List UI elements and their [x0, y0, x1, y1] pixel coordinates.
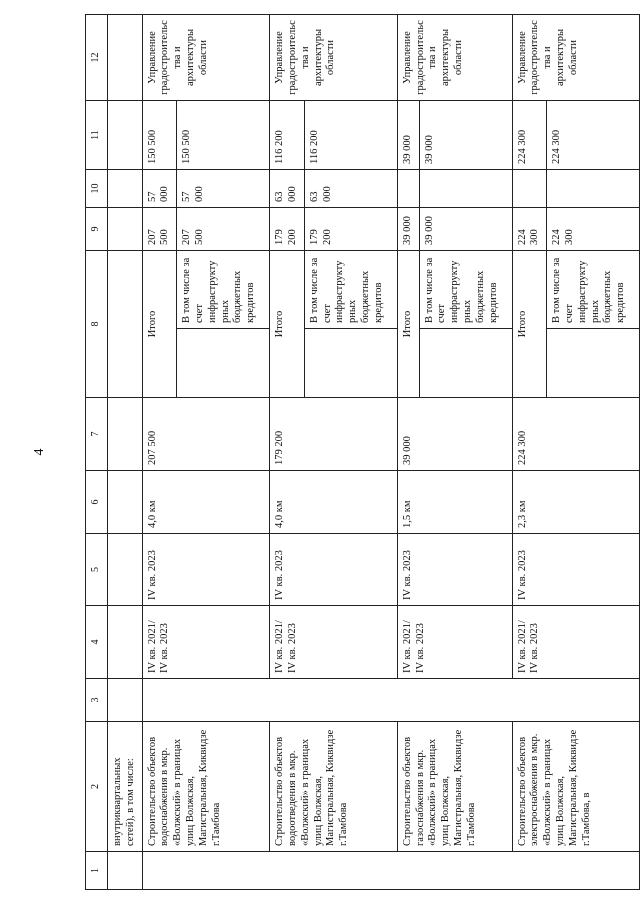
table-row [512, 15, 547, 890]
column-number-row [86, 15, 108, 890]
row-total-col10 [397, 170, 419, 208]
table-row [270, 15, 305, 890]
row-completion: IV кв. 2023 [397, 534, 512, 606]
row-total-col9: 207 500 [142, 208, 177, 251]
col-num-11: 11 [86, 101, 108, 170]
row-name: Строительство объектов газоснабжения в мкр. «Волжский» в границах улиц Волжская, Магистральная, Киквидзе г.Тамбова [397, 722, 512, 852]
row-total-col11: 116 200 [270, 101, 305, 170]
row-sub-col9: 224 300 [547, 208, 640, 251]
col-num-12: 12 [86, 15, 108, 101]
row-name: Строительство объектов водоотведения в мкр. «Волжский» в границах улиц Волжская, Магистральная, Киквидзе г.Тамбова [270, 722, 398, 852]
intro-row [108, 15, 143, 890]
row-total-col11: 150 500 [142, 101, 177, 170]
table-area [85, 15, 627, 890]
row-cost: 224 300 [512, 398, 640, 471]
row-total-col9: 224 300 [512, 208, 547, 251]
intro-cell-1 [108, 852, 143, 890]
row-sub-col11: 224 300 [547, 101, 640, 170]
col-num-6: 6 [86, 471, 108, 534]
intro-cell-5 [108, 534, 143, 606]
row-sub-blank [304, 329, 397, 398]
col-num-5: 5 [86, 534, 108, 606]
row-period: IV кв. 2021/ IV кв. 2023 [142, 606, 270, 679]
col3-cell [142, 679, 640, 722]
intro-cell-12 [108, 15, 143, 101]
intro-cell-4 [108, 606, 143, 679]
row-total-col10: 57 000 [142, 170, 177, 208]
intro-cell-10 [108, 170, 143, 208]
row-responsible: Управление градостроительства и архитектуры области [397, 15, 512, 101]
col-num-1: 1 [86, 852, 108, 890]
row-sub-blank [419, 329, 512, 398]
row-sub-label: В том числе за счет инфраструктурных бюджетных кредитов [547, 251, 640, 329]
row-cost: 39 000 [397, 398, 512, 471]
row-capacity: 4,0 км [142, 471, 270, 534]
intro-text: внутриквартальных сетей), в том числе: [108, 722, 143, 852]
row-capacity: 2,3 км [512, 471, 640, 534]
intro-cell-6 [108, 471, 143, 534]
row-capacity: 4,0 км [270, 471, 398, 534]
row-sub-col11: 116 200 [304, 101, 397, 170]
row-total-col11: 39 000 [397, 101, 419, 170]
row-sub-col9: 207 500 [177, 208, 270, 251]
row-period: IV кв. 2021/ IV кв. 2023 [270, 606, 398, 679]
row-sub-col10: 57 000 [177, 170, 270, 208]
col-num-9: 9 [86, 208, 108, 251]
row-name: Строительство объектов электроснабжения в мкр. «Волжский» в границах улиц Волжская, Магистральная, Киквидзе г.Тамбова, в [512, 722, 640, 852]
row-sub-col11: 39 000 [419, 101, 512, 170]
row-sub-label: В том числе за счет инфраструктурных бюджетных кредитов [304, 251, 397, 329]
rotated-table-wrapper [85, 15, 627, 890]
row-sub-blank [547, 329, 640, 398]
row-sub-blank [177, 329, 270, 398]
table-row [142, 15, 177, 890]
row-cost: 207 500 [142, 398, 270, 471]
row-total-label: Итого [142, 251, 177, 398]
row-period: IV кв. 2021/ IV кв. 2023 [512, 606, 640, 679]
table-row [397, 15, 419, 890]
intro-cell-11 [108, 101, 143, 170]
row-total-label: Итого [512, 251, 547, 398]
row-responsible: Управление градостроительства и архитектуры области [142, 15, 270, 101]
col-num-4: 4 [86, 606, 108, 679]
row-total-col10 [512, 170, 547, 208]
row-sub-col9: 179 200 [304, 208, 397, 251]
col-num-7: 7 [86, 398, 108, 471]
row-total-col10: 63 000 [270, 170, 305, 208]
row-completion: IV кв. 2023 [512, 534, 640, 606]
investment-table [85, 14, 640, 890]
row-responsible: Управление градостроительства и архитектуры области [512, 15, 640, 101]
row-name: Строительство объектов водоснабжения в мкр. «Волжский» в границах улиц Волжская, Магистральная, Киквидзе г.Тамбова [142, 722, 270, 852]
col-num-2: 2 [86, 722, 108, 852]
row-total-label: Итого [397, 251, 419, 398]
row-sub-label: В том числе за счет инфраструктурных бюджетных кредитов [177, 251, 270, 329]
row-total-label: Итого [270, 251, 305, 398]
row-sub-col10 [419, 170, 512, 208]
intro-cell-9 [108, 208, 143, 251]
row-total-col9: 179 200 [270, 208, 305, 251]
row-sub-col9: 39 000 [419, 208, 512, 251]
row-sub-col10 [547, 170, 640, 208]
row-sub-col10: 63 000 [304, 170, 397, 208]
row-sub-label: В том числе за счет инфраструктурных бюджетных кредитов [419, 251, 512, 329]
row-capacity: 1,5 км [397, 471, 512, 534]
row-total-col11: 224 300 [512, 101, 547, 170]
row-completion: IV кв. 2023 [270, 534, 398, 606]
row-responsible: Управление градостроительства и архитектуры области [270, 15, 398, 101]
intro-cell-7 [108, 398, 143, 471]
row-sub-col11: 150 500 [177, 101, 270, 170]
intro-cell-8 [108, 251, 143, 398]
col-num-8: 8 [86, 251, 108, 398]
row-total-col9: 39 000 [397, 208, 419, 251]
row-period: IV кв. 2021/ IV кв. 2023 [397, 606, 512, 679]
page-number: 4 [32, 448, 47, 456]
col-num-10: 10 [86, 170, 108, 208]
intro-cell-3 [108, 679, 143, 722]
row-number-cell [142, 852, 640, 890]
row-cost: 179 200 [270, 398, 398, 471]
row-completion: IV кв. 2023 [142, 534, 270, 606]
col-num-3: 3 [86, 679, 108, 722]
